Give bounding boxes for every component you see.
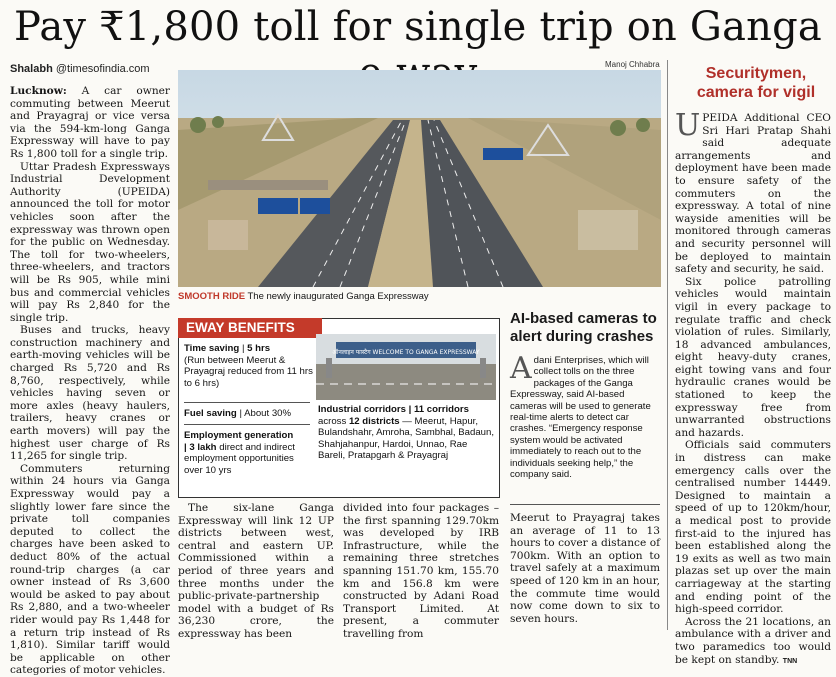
emp-desc: direct and indirect employment opportunities over 10 yrs — [184, 441, 295, 476]
article-column-2 — [178, 502, 334, 641]
sidebar-body — [675, 108, 831, 668]
divider — [510, 504, 660, 505]
benefit-fuel: Fuel saving | About 30% — [184, 408, 292, 419]
emp-value: | 3 lakh — [184, 441, 217, 453]
benefit-time: Time saving | 5 hrs (Run between Meerut & Prayagraj reduced from 11 hrs to 6 hrs) — [184, 343, 313, 389]
divider — [184, 424, 310, 425]
paragraph — [10, 85, 170, 161]
ai-headline: AI-based cameras to alert during crashes — [510, 310, 657, 345]
ai-dropcap: A — [510, 351, 532, 386]
caption-tag: SMOOTH RIDE — [178, 291, 246, 302]
paragraph-text: A car owner commuting between Meerut and Prayagraj or vice versa via the 594-km-long Ganga Expressway will have to pay Rs 1,800 toll for a single trip. — [10, 85, 170, 160]
emp-label: Employment generation — [184, 430, 294, 441]
paragraph: Six police patrolling vehicles would maintain vigil in every package to regulate traffic and check violation of rules. Similarly, 18 advanced ambulances, eight heavy-duty cranes, eight towing vans and four hydraulic cranes would be stationed to keep the expressway free from unwarranted obstructions and hazards. — [675, 275, 831, 439]
paragraph: Meerut to Prayagraj takes an average of 11 to 13 hours to cover a distance of 700km. With an option to travel safely at a maximum speed of 120 km in an hour, the commute time would now come down to six to seven hours. — [510, 512, 660, 625]
fuel-label: Fuel saving — [184, 408, 237, 419]
byline — [10, 63, 150, 75]
time-value: 5 hrs — [247, 343, 271, 354]
article-column-1 — [10, 85, 170, 677]
paragraph-text: Across the 21 locations, an ambulance with a driver and two paramedics too would be kept on standby. — [675, 615, 831, 666]
expressway-photo — [178, 70, 661, 287]
column-divider — [667, 60, 668, 630]
toll-plaza-photo — [316, 334, 496, 400]
photo-caption — [178, 291, 668, 302]
signoff: TNN — [782, 657, 798, 665]
paragraph: Uttar Pradesh Expressways Industrial Development Authority (UPEIDA) announced the toll for motor vehicles soon after the expressway was thrown open for the public on Wednesday. The toll for two-wheelers, three-wheelers, and tractors will be Rs 905, while mini bus and commercial vehicles will pay Rs 2,840 for the single trip. — [10, 160, 170, 324]
article-column-4 — [510, 512, 660, 625]
benefit-employment — [184, 430, 314, 476]
benefits-title: EWAY BENEFITS — [178, 318, 322, 338]
ind-label: Industrial corridors | 11 corridors — [318, 404, 469, 415]
paragraph: The six-lane Ganga Expressway will link 12 UP districts between west, central and eastern UP. Commissioned within a period of three years and three months under the public-private-partnership model with a budget of Rs 36,230 crore, the expressway has been — [178, 502, 334, 640]
fuel-value: About 30% — [244, 408, 292, 419]
paragraph — [675, 616, 831, 668]
dateline: Lucknow: — [10, 85, 67, 97]
ai-body-text: dani Enterprises, which will collect tolls on the three packages of the Ganga Expressway, said AI-based cameras will be used to generate real-time alerts to detect car crashes. “Emergency response system would be activated immediately to reach out to the individuals seeking help,” the company said. — [510, 355, 651, 481]
paragraph: Commuters returning within 24 hours via Ganga Expressway would pay a slightly lower fare since the private toll companies deputed to collect the charges have been asked to deduct 80% of the actual round-trip charges (a car owner instead of Rs 3,600 would be asked to pay about Rs 2,880, and a two-wheeler rider would pay Rs 1,448 for a return trip instead of Rs 1,810). Similar tariff would be applicable on other categories of motor vehicles. — [10, 462, 170, 677]
time-desc: (Run between Meerut & Prayagraj reduced from 11 hrs to 6 hrs) — [184, 354, 313, 389]
headline: Pay ₹1,800 toll for single trip on Ganga — [14, 4, 822, 50]
ai-body — [510, 351, 658, 481]
paragraph — [675, 108, 831, 276]
ind-desc-b: — Meerut, Hapur, Bulandshahr, Amroha, Sambhal, Badaun, Shahjahanpur, Hardoi, Unnao, Rae Bareli, Pratapgarh & Prayagraj — [318, 415, 495, 461]
sidebar-headline: Securitymen, camera for vigil — [696, 65, 816, 101]
paragraph-text: PEIDA Additional CEO Sri Hari Pratap Shahi said adequate arrangements and deployment have been made to ensure safety of the commuters on the expressway. A total of nine wayside amenities will be monitored through cameras and security personnel will be deployed to maintain safety and security, he said. — [675, 112, 831, 276]
divider — [184, 402, 310, 403]
ind-districts: 12 districts — [348, 415, 400, 427]
paragraph: Officials said commuters in distress can make emergency calls over the centralised number 14449. Designed to maintain a speed of up to 120km/hour, a medical post to provide first-aid to the injured has been established along the 19 exits as well as two main plazas set up over the main carriageway at the starting and ending point of the high-speed corridor. — [675, 439, 831, 616]
benefit-industrial — [318, 404, 494, 462]
article-column-3 — [343, 502, 499, 641]
paragraph: divided into four packages – the first spanning 129.70km was developed by IRB Infrastructure, while the remaining three stretches spanning 151.70 km, 155.70 km and 156.8 km were constructed by Adani Road Transport Limited. At present, a commuter travelling from — [343, 502, 499, 640]
plaza-sign-text: ऑनलाइन फास्टैग WELCOME TO GANGA EXPRESSWAY — [332, 349, 480, 356]
byline-handle: @timesofindia.com — [55, 63, 150, 75]
time-label: Time saving — [184, 343, 240, 354]
photo-credit: Manoj Chhabra — [605, 60, 660, 69]
caption-text: The newly inaugurated Ganga Expressway — [247, 291, 429, 302]
paragraph: Buses and trucks, heavy construction machinery and earth-moving vehicles will be charged Rs 5,720 and Rs 8,760, respectively, while vehicles having seven or more axles (heavy haulers, trailers, heavy cranes or earth movers) will pay the highest user charge of Rs 11,265 for single trip. — [10, 324, 170, 463]
sidebar-dropcap: U — [675, 108, 701, 143]
ind-desc-a: across — [318, 415, 347, 427]
byline-author: Shalabh — [10, 63, 53, 75]
